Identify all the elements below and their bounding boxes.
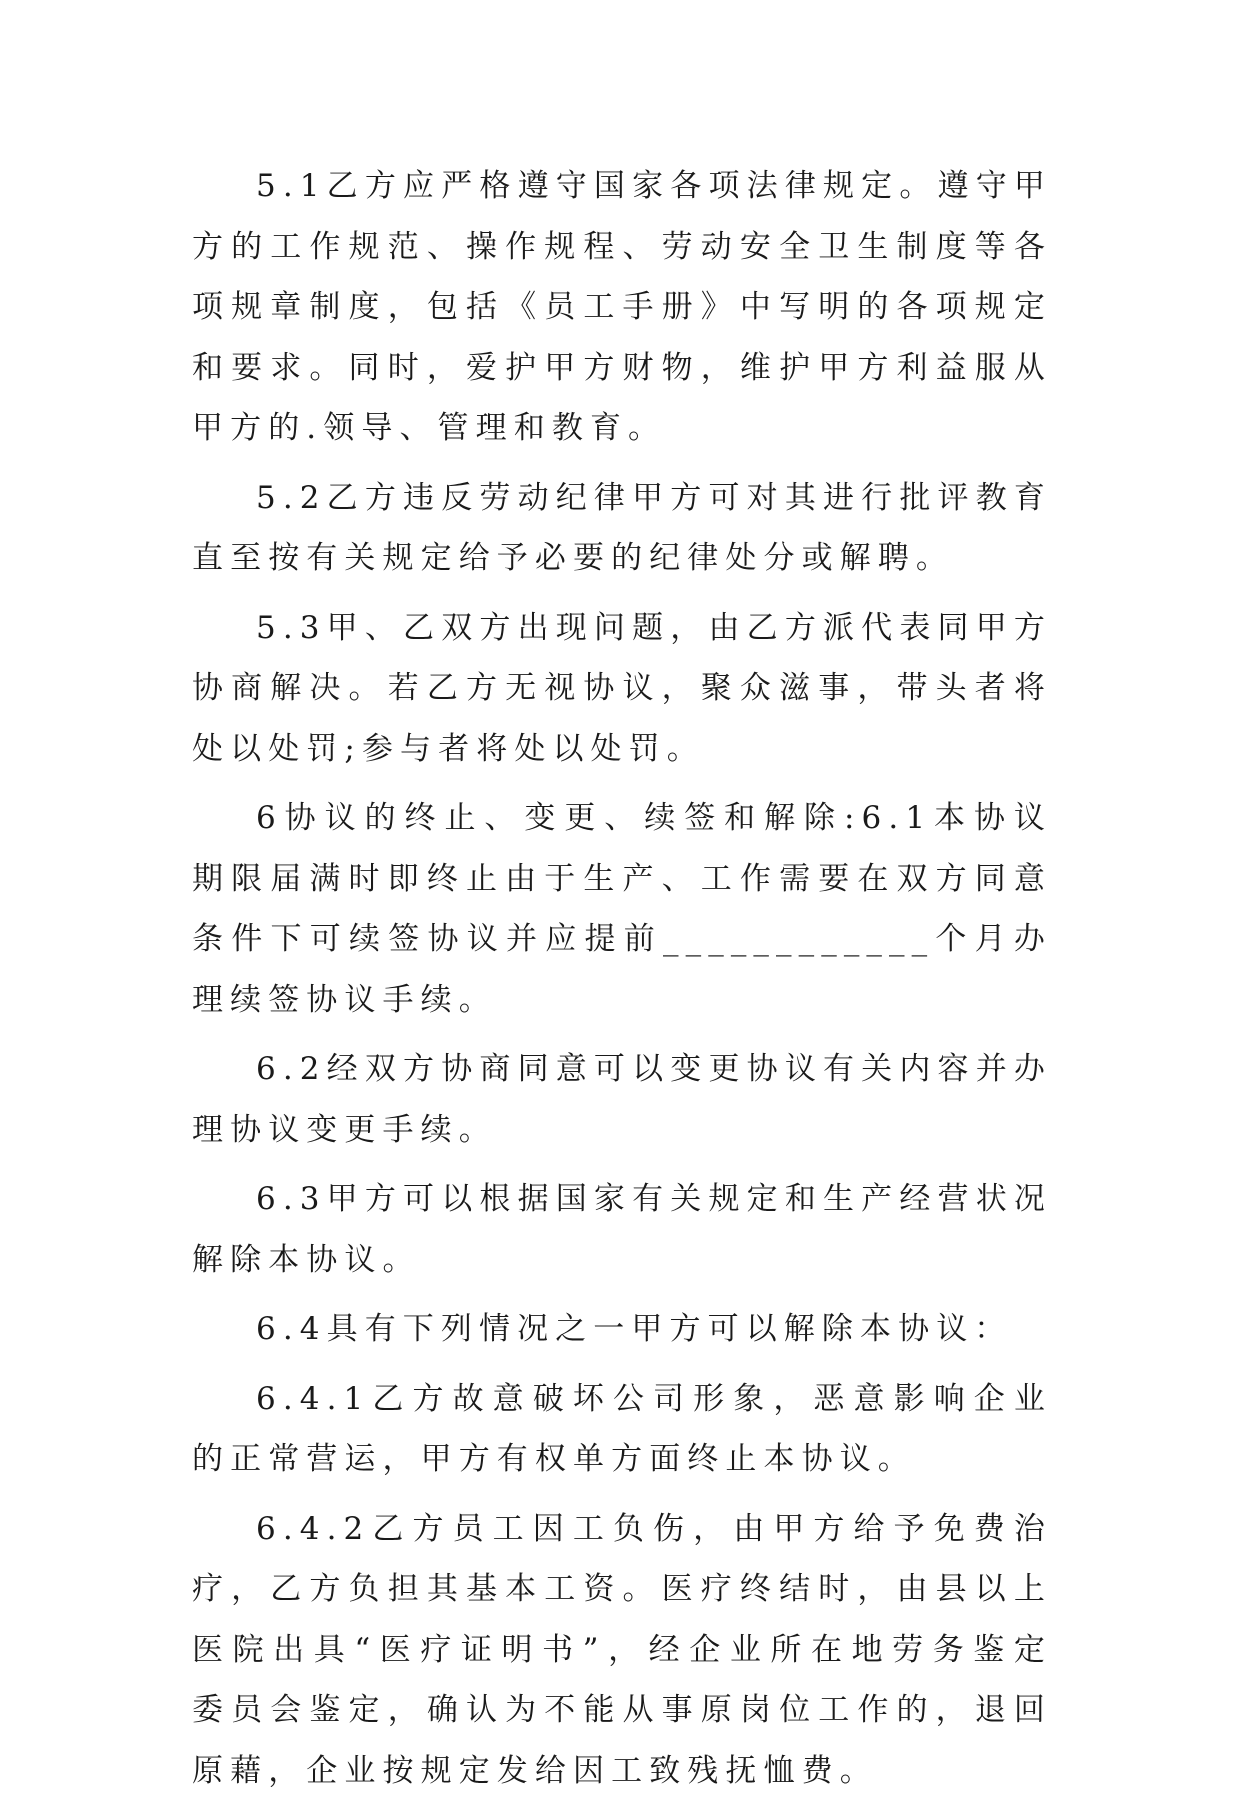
paragraph-6-4-2: 6.4.2乙方员工因工负伤，由甲方给予免费治疗，乙方负担其基本工资。医疗终结时，由县以上医院出具“医疗证明书”，经企业所在地劳务鉴定 委员会鉴定，确认为不能从事原岗位工作的，退回原藉，企业按规定发给因工致残抚恤费。	[192, 1510, 1091, 1789]
document-body	[192, 156, 1091, 1810]
paragraph-6-3: 6.3甲方可以根据国家有关规定和生产经营状况解除本协议。	[192, 1181, 1052, 1278]
paragraph-5-3: 5.3甲、乙双方出现问题，由乙方派代表同甲方协商解决。若乙方无视协议，聚众滋事，带头者将处以处罚;参与者将处以处罚。	[192, 609, 1052, 767]
paragraph-6-1: 6协议的终止、变更、续签和解除:6.1本协议期限届满时即终止由于生产、工作需要在双方同意条件下可续签协议并应提前____________个月办理续签协议手续。	[192, 800, 1052, 1018]
paragraph-5-2: 5.2乙方违反劳动纪律甲方可对其进行批评教育直至按有关规定给予必要的纪律处分或解聘。	[192, 479, 1052, 576]
paragraph-6-2: 6.2经双方协商同意可以变更协议有关内容并办理协议变更手续。	[192, 1051, 1052, 1148]
paragraph-6-4: 6.4具有下列情况之一甲方可以解除本协议：	[256, 1311, 1013, 1347]
paragraph-5-1: 5.1乙方应严格遵守国家各项法律规定。遵守甲方的工作规范、操作规程、劳动安全卫生制度等各项规章制度，包括《员工手册》中写明的各项规定和要求。同时，爱护甲方财物，维护甲方利益服从甲方的.领导、管理和教育。	[192, 168, 1052, 446]
paragraph-6-4-1: 6.4.1乙方故意破坏公司形象，恶意影响企业的正常营运，甲方有权单方面终止本协议。	[192, 1380, 1052, 1477]
